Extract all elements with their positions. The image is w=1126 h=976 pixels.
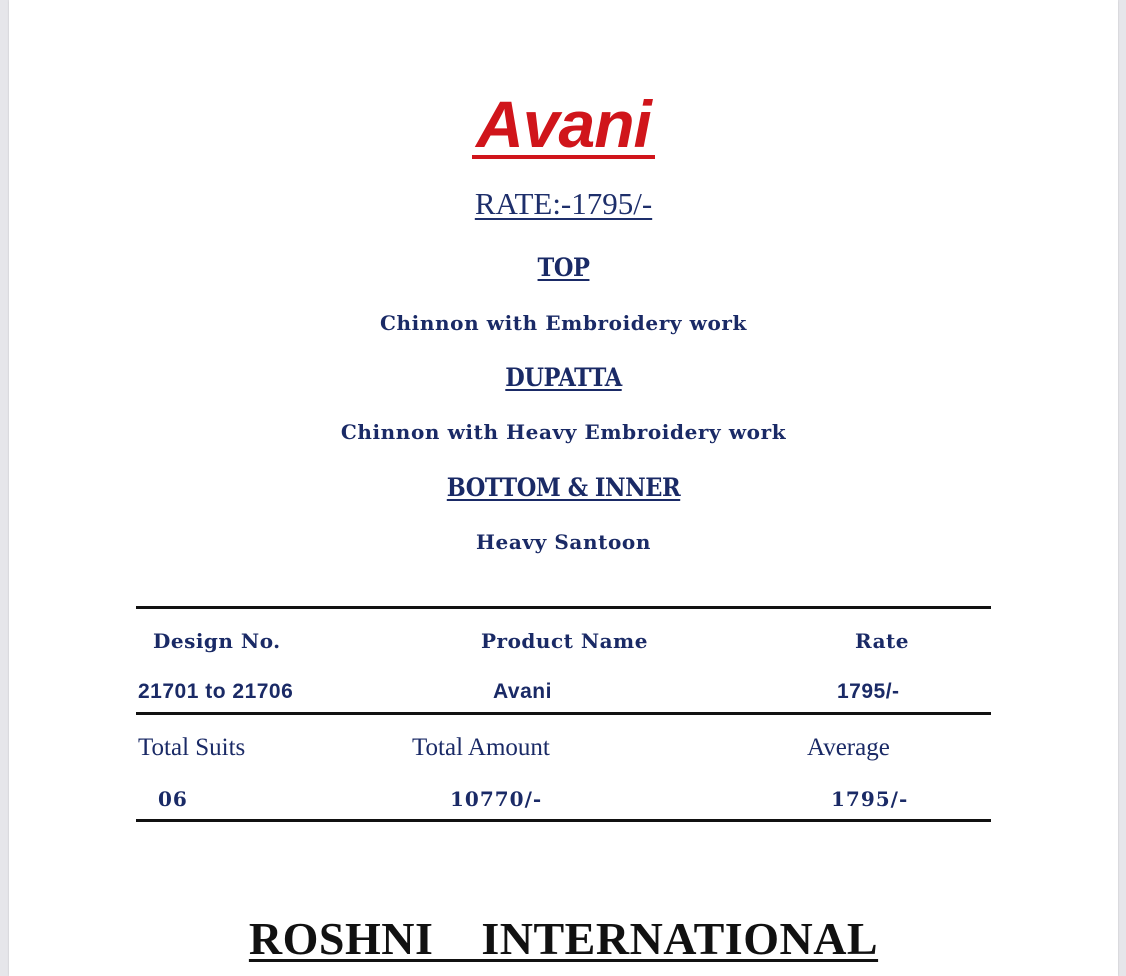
- company-name: ROSHNI INTERNATIONAL: [248, 913, 879, 964]
- brand-name: Avani: [472, 93, 655, 159]
- section-heading-top: TOP: [537, 253, 590, 282]
- header-rate: Rate: [855, 629, 910, 653]
- section-description-top: Chinnon with Embroidery work: [380, 311, 747, 335]
- cell-average: 1795/-: [831, 787, 909, 811]
- brand-logo: [9, 84, 1118, 164]
- header-average: Average: [807, 734, 890, 761]
- section-description-bottom-inner: Heavy Santoon: [476, 530, 651, 554]
- header-total-amount: Total Amount: [412, 734, 550, 761]
- table-rule-middle: [136, 712, 991, 715]
- cell-product-name: Avani: [493, 680, 552, 703]
- header-product-name: Product Name: [481, 629, 648, 653]
- table-rule-bottom: [136, 819, 991, 822]
- section-heading-dupatta: DUPATTA: [505, 363, 622, 392]
- header-design-no: Design No.: [153, 629, 281, 653]
- cell-rate: 1795/-: [837, 680, 900, 703]
- section-description-dupatta: Chinnon with Heavy Embroidery work: [340, 420, 787, 444]
- header-total-suits: Total Suits: [138, 734, 246, 761]
- cell-design-no: 21701 to 21706: [138, 680, 294, 703]
- rate-line: RATE:-1795/-: [474, 186, 653, 221]
- cell-total-amount: 10770/-: [450, 787, 543, 811]
- cell-total-suits: 06: [158, 787, 188, 811]
- section-heading-bottom-inner: BOTTOM & INNER: [446, 473, 681, 502]
- table-rule-top: [136, 606, 991, 609]
- catalog-page: [9, 0, 1118, 976]
